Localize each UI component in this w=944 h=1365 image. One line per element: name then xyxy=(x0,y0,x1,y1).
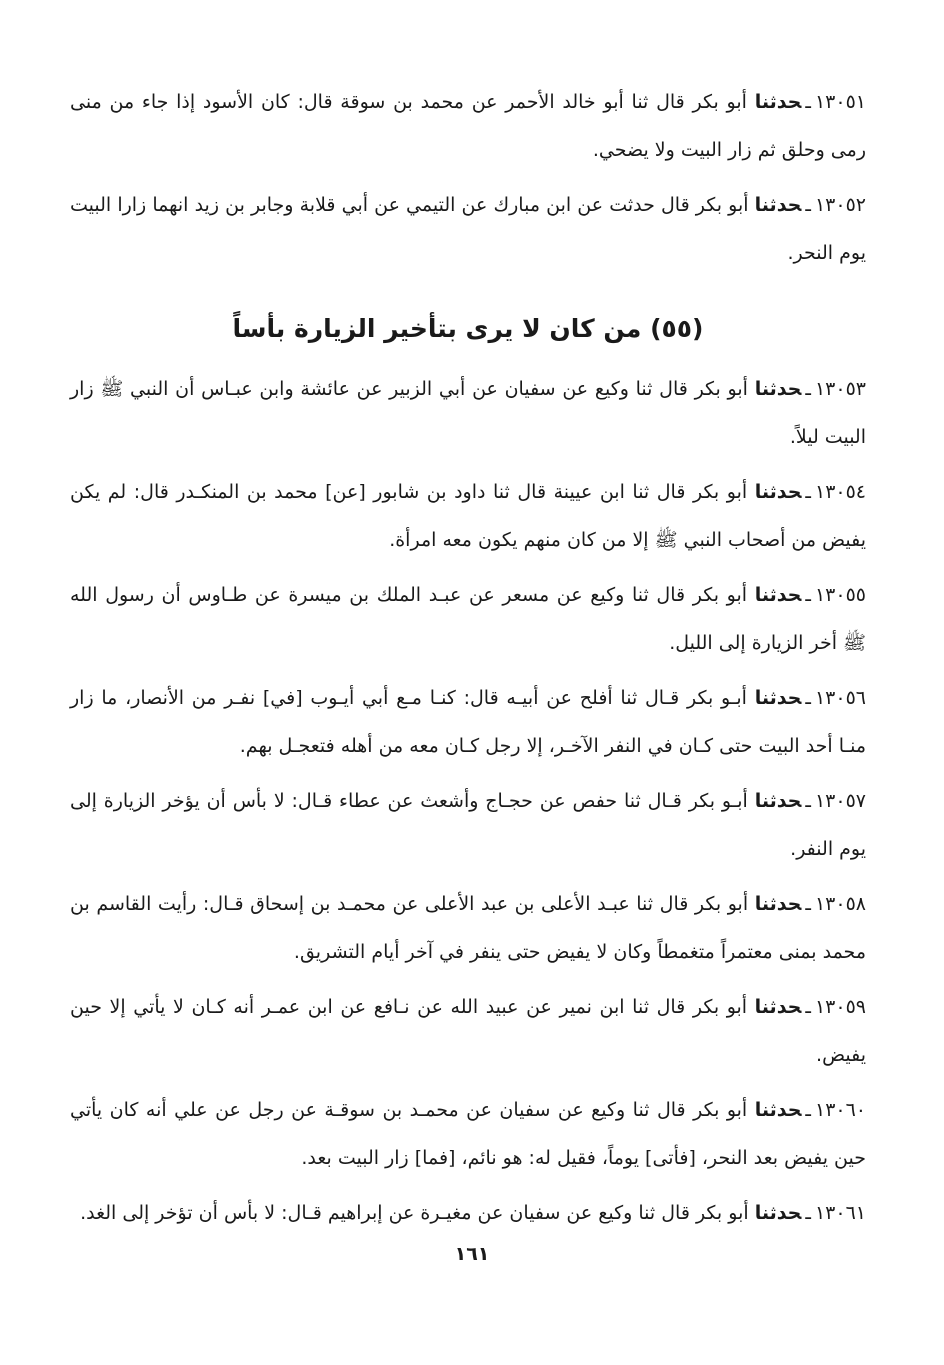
hadith-number: ١٣٠٥٣ xyxy=(814,378,866,400)
hadith-keyword: حدثنا xyxy=(754,91,802,113)
hadith-entry-13057: ١٣٠٥٧ـحدثنا أبـو بكر قـال ثنا حفص عن حجـاج وأشعث عن عطاء قـال: لا بأس أن يؤخر الزيارة إلى يوم النفر. xyxy=(70,790,866,860)
hadith-text: أبو بكر قال حدثت عن ابن مبارك عن التيمي عن أبي قلابة وجابر بن زيد انهما زارا البيت يوم النحر. xyxy=(70,194,866,264)
hadith-keyword: حدثنا xyxy=(754,194,802,216)
hadith-entry-13058: ١٣٠٥٨ـحدثنا أبو بكر قال ثنا عبـد الأعلى بن عبد الأعلى عن محمـد بن إسحاق قـال: رأيت القاسم بن محمد بمنى معتمراً متغمطاً وكان لا يفيض حتى ينفر في آخر أيام التشريق. xyxy=(70,893,866,963)
hadith-text: أبو بكر قال ثنا ابن نمير عن عبيد الله عن نـافع عن ابن عمـر أنه كـان لا يأتي إلا حين يفيض. xyxy=(70,996,866,1066)
hadith-keyword: حدثنا xyxy=(754,584,802,606)
hadith-entry-13059: ١٣٠٥٩ـحدثنا أبو بكر قال ثنا ابن نمير عن عبيد الله عن نـافع عن ابن عمـر أنه كـان لا يأتي إلا حين يفيض. xyxy=(70,996,866,1066)
hadith-keyword: حدثنا xyxy=(754,687,802,709)
hadith-keyword: حدثنا xyxy=(754,1099,802,1121)
hadith-keyword: حدثنا xyxy=(754,481,802,503)
hadith-number: ١٣٠٥٤ xyxy=(814,481,867,503)
hadith-text: أبو بكر قال ثنا وكيع عن مسعر عن عبـد الملك بن ميسرة عن طـاوس أن رسول الله ﷺ أخر الزيارة إلى الليل. xyxy=(70,584,866,654)
hadith-number: ١٣٠٥٢ xyxy=(814,194,866,216)
hadith-number: ١٣٠٥٩ xyxy=(814,996,866,1018)
hadith-text: أبو بكر قال ثنا ابن عيينة قال ثنا داود بن شابور [عن] محمد بن المنكـدر قال: لم يكن يفيض من أصحاب النبي ﷺ إلا من كان منهم يكون معه امرأة. xyxy=(70,481,866,551)
hadith-entry-13052: ١٣٠٥٢ـحدثنا أبو بكر قال حدثت عن ابن مبارك عن التيمي عن أبي قلابة وجابر بن زيد انهما زارا البيت يوم النحر. xyxy=(70,194,866,264)
hadith-number: ١٣٠٥٦ xyxy=(814,687,866,709)
hadith-number: ١٣٠٦٠ xyxy=(814,1099,867,1121)
hadith-keyword: حدثنا xyxy=(754,790,802,812)
hadith-number: ١٣٠٥١ xyxy=(814,91,866,113)
hadith-entry-13055: ١٣٠٥٥ـحدثنا أبو بكر قال ثنا وكيع عن مسعر عن عبـد الملك بن ميسرة عن طـاوس أن رسول الله ﷺ أخر الزيارة إلى الليل. xyxy=(70,584,866,654)
hadith-keyword: حدثنا xyxy=(754,996,802,1018)
hadith-text: أبو بكر قال ثنا عبـد الأعلى بن عبد الأعلى عن محمـد بن إسحاق قـال: رأيت القاسم بن محمد بمنى معتمراً متغمطاً وكان لا يفيض حتى ينفر في آخر أيام التشريق. xyxy=(70,893,866,963)
hadith-number: ١٣٠٥٧ xyxy=(814,790,866,812)
hadith-number: ١٣٠٥٨ xyxy=(814,893,866,915)
hadith-text: أبو بكر قال ثنا وكيع عن سفيان عن مغيـرة عن إبراهيم قـال: لا بأس أن تؤخر إلى الغد. xyxy=(80,1202,749,1224)
hadith-number: ١٣٠٦١ xyxy=(814,1202,866,1224)
hadith-entry-13053: ١٣٠٥٣ـحدثنا أبو بكر قال ثنا وكيع عن سفيان عن أبي الزبير عن عائشة وابن عبـاس أن النبي ﷺ زار البيت ليلاً. xyxy=(70,378,866,448)
hadith-keyword: حدثنا xyxy=(754,378,802,400)
hadith-text: أبو بكر قال ثنا وكيع عن سفيان عن محمـد بن سوقـة عن رجل عن علي أنه كان يأتي حين يفيض بعد النحر، [فأتى] يوماً، فقيل له: هو نائم، [فما] زار البيت بعد. xyxy=(70,1099,866,1169)
hadith-entry-13060: ١٣٠٦٠ـحدثنا أبو بكر قال ثنا وكيع عن سفيان عن محمـد بن سوقـة عن رجل عن علي أنه كان يأتي حين يفيض بعد النحر، [فأتى] يوماً، فقيل له: هو نائم، [فما] زار البيت بعد. xyxy=(70,1099,867,1169)
page-number: ١٦١ xyxy=(454,1243,490,1265)
hadith-keyword: حدثنا xyxy=(754,1202,802,1224)
hadith-entry-13054: ١٣٠٥٤ـحدثنا أبو بكر قال ثنا ابن عيينة قال ثنا داود بن شابور [عن] محمد بن المنكـدر قال: لم يكن يفيض من أصحاب النبي ﷺ إلا من كان منهم يكون معه امرأة. xyxy=(70,481,867,551)
hadith-text: أبو بكر قال ثنا وكيع عن سفيان عن أبي الزبير عن عائشة وابن عبـاس أن النبي ﷺ زار البيت ليلاً. xyxy=(70,378,866,448)
page-body xyxy=(70,78,866,1244)
hadith-entry-13051: ١٣٠٥١ـحدثنا أبو بكر قال ثنا أبو خالد الأحمر عن محمد بن سوقة قال: كان الأسود إذا جاء من منى رمى وحلق ثم زار البيت ولا يضحي. xyxy=(70,91,866,161)
hadith-keyword: حدثنا xyxy=(754,893,802,915)
hadith-text: أبو بكر قال ثنا أبو خالد الأحمر عن محمد بن سوقة قال: كان الأسود إذا جاء من منى رمى وحلق ثم زار البيت ولا يضحي. xyxy=(70,91,866,161)
hadith-text: أبـو بكر قـال ثنا أفلح عن أبيـه قال: كنـا مـع أبي أيـوب [في] نفـر من الأنصار، ما زار منـا أحد البيت حتى كـان في النفر الآخـر، إلا رجل كـان معه من أهله فتعجـل بهم. xyxy=(70,687,866,757)
hadith-text: أبـو بكر قـال ثنا حفص عن حجـاج وأشعث عن عطاء قـال: لا بأس أن يؤخر الزيارة إلى يوم النفر. xyxy=(70,790,866,860)
hadith-number: ١٣٠٥٥ xyxy=(814,584,866,606)
hadith-entry-13061: ١٣٠٦١ـحدثنا أبو بكر قال ثنا وكيع عن سفيان عن مغيـرة عن إبراهيم قـال: لا بأس أن تؤخر إلى الغد. xyxy=(80,1202,866,1224)
hadith-entry-13056: ١٣٠٥٦ـحدثنا أبـو بكر قـال ثنا أفلح عن أبيـه قال: كنـا مـع أبي أيـوب [في] نفـر من الأنصار، ما زار منـا أحد البيت حتى كـان في النفر الآخـر، إلا رجل كـان معه من أهله فتعجـل بهم. xyxy=(70,687,866,757)
section-heading: (٥٥) من كان لا يرى بتأخير الزيارة بأساً xyxy=(232,314,704,343)
